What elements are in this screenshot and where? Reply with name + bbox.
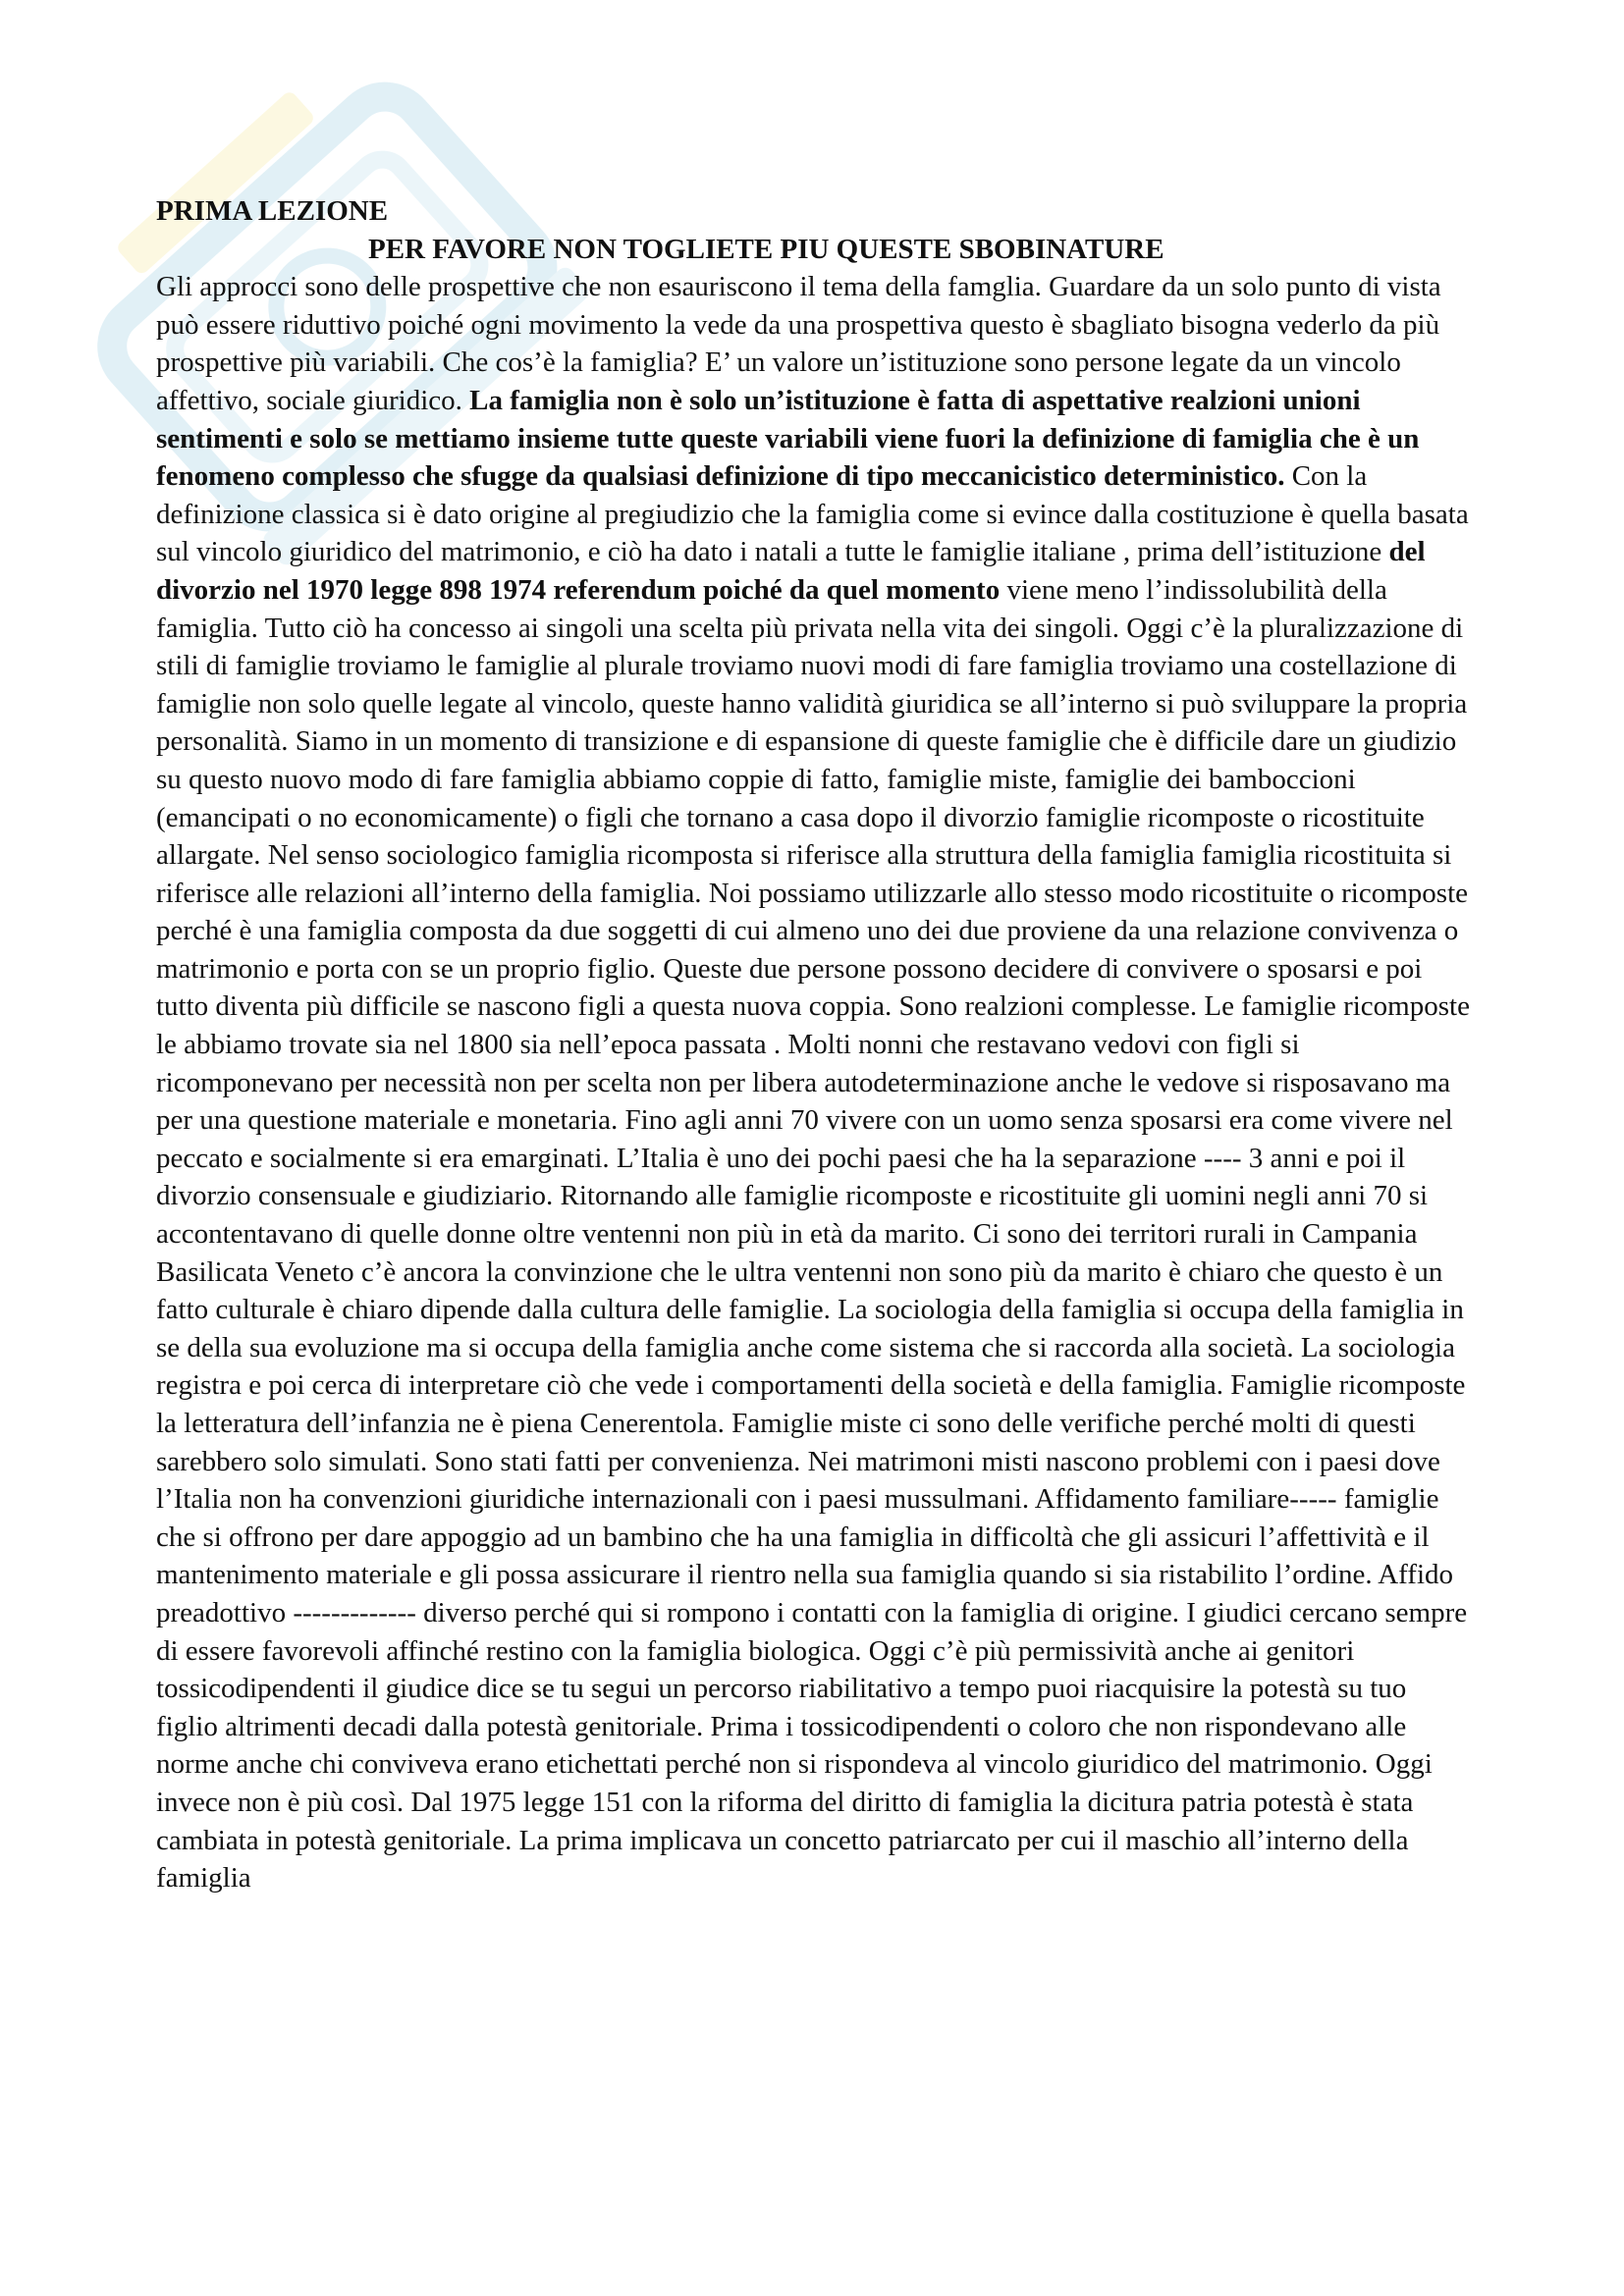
text-run: viene meno l’indissolubilità della famiglia. Tutto ciò ha concesso ai singoli una scelta più privata nella vita dei singoli. Oggi c’è la pluralizzazione di stili di famiglie troviamo le famiglie al plurale troviamo nuovi modi di fare famiglia troviamo una costellazione di famiglie non solo quelle legate al vincolo, queste hanno validità giuridica se all’interno si può sviluppare la propria personalità. Siamo in un momento di transizione e di espansione di queste famiglie che è difficile dare un giudizio su questo nuovo modo di fare famiglia abbiamo coppie di fatto, famiglie miste, famiglie dei bamboccioni (emancipati o no economicamente) o figli che tornano a casa dopo il divorzio famiglie ricomposte o ricostituite allargate. Nel senso sociologico famiglia ricomposta si riferisce alla struttura della famiglia famiglia ricostituita si riferisce alle relazioni all’interno della famiglia. Noi possiamo utilizzarle allo stesso modo ricostituite o ricomposte perché è una famiglia composta da due soggetti di cui almeno uno dei due proviene da una relazione convivenza o matrimonio e porta con se un proprio figlio. Queste due persone possono decidere di convivere o sposarsi e poi tutto diventa più difficile se nascono figli a questa nuova coppia. Sono realzioni complesse. Le famiglie ricomposte le abbiamo trovate sia nel 1800 sia nell’epoca passata . Molti nonni che restavano vedovi con figli si ricomponevano per necessità non per scelta non per libera autodeterminazione anche le vedove si risposavano ma per una questione materiale e monetaria. Fino agli anni 70 vivere con un uomo senza sposarsi era come vivere nel peccato e socialmente si era emarginati. L’Italia è uno dei pochi paesi che ha la separazione ---- 3 anni e poi il divorzio consensuale e giudiziario. Ritornando alle famiglie ricomposte e ricostituite gli uomini negli anni 70 si accontentavano di quelle donne oltre ventenni non più in età da marito. Ci sono dei territori rurali in Campania Basilicata Veneto c’è ancora la convinzione che le ultra ventenni non sono più da marito è chiaro che questo è un fatto culturale è chiaro dipende dalla cultura delle famiglie. La sociologia della famiglia si occupa della famiglia in se della sua evoluzione ma si occupa della famiglia anche come sistema che si raccorda alla società. La sociologia registra e poi cerca di interpretare ciò che vede i comportamenti della società e della famiglia. Famiglie ricomposte la letteratura dell’infanzia ne è piena Cenerentola. Famiglie miste ci sono delle verifiche perché molti di questi sarebbero solo simulati. Sono stati fatti per convenienza. Nei matrimoni misti nascono problemi con i paesi dove l’Italia non ha convenzioni giuridiche internazionali con i paesi mussulmani. Affidamento familiare----- famiglie che si offrono per dare appoggio ad un bambino che ha una famiglia in difficoltà che gli assicuri l’affettività e il mantenimento materiale e gli possa assicurare il rientro nella sua famiglia quando si sia ristabilito l’ordine. Affido preadottivo ------------- diverso perché qui si rompono i contatti con la famiglia di origine. I giudici cercano sempre di essere favorevoli affinché restino con la famiglia biologica. Oggi c’è più permissività anche ai genitori tossicodipendenti il giudice dice se tu segui un percorso riabilitativo a tempo puoi riacquisire la potestà su tuo figlio altrimenti decadi dalla potestà genitoriale. Prima i tossicodipendenti o coloro che non rispondevano alle norme anche chi conviveva erano etichettati perché non si rispondeva al vincolo giuridico del matrimonio. Oggi invece non è più così. Dal 1975 legge 151 con la riforma del diritto di famiglia la dicitura patria potestà è stata cambiata in potestà genitoriale. La prima implicava un concetto patriarcato per cui il maschio all’interno della famiglia [156, 573, 1470, 1895]
lesson-body-text [156, 268, 1470, 1897]
document-content [156, 192, 1470, 1897]
bold-text-run: del divorzio nel 1970 legge 898 1974 referendum poiché da quel momento [156, 536, 1426, 606]
bold-text-run: La famiglia non è solo un’istituzione è fatta di aspettative realzioni unioni sentimenti e solo se mettiamo insieme tutte queste variabili viene fuori la definizione di famiglia che è un fenomeno complesso che sfugge da qualsiasi definizione di tipo meccanicistico deterministico. [156, 384, 1420, 493]
text-run: Con la definizione classica si è dato origine al pregiudizio che la famiglia come si evince dalla costituzione è quella basata sul vincolo giuridico del matrimonio, e ciò ha dato i natali a tutte le famiglie italiane , prima dell’istituzione [156, 460, 1469, 568]
text-run: Gli approcci sono delle prospettive che non esauriscono il tema della famglia. Guardare da un solo punto di vista può essere riduttivo poiché ogni movimento la vede da una prospettiva questo è sbagliato bisogna vederlo da più prospettive più variabili. Che cos’è la famiglia? E’ un valore un’istituzione sono persone legate da un vincolo affettivo, sociale giuridico. [156, 271, 1441, 416]
lesson-subtitle: PER FAVORE NON TOGLIETE PIU QUESTE SBOBINATURE [368, 233, 1164, 265]
lesson-title: PRIMA LEZIONE [156, 195, 389, 227]
